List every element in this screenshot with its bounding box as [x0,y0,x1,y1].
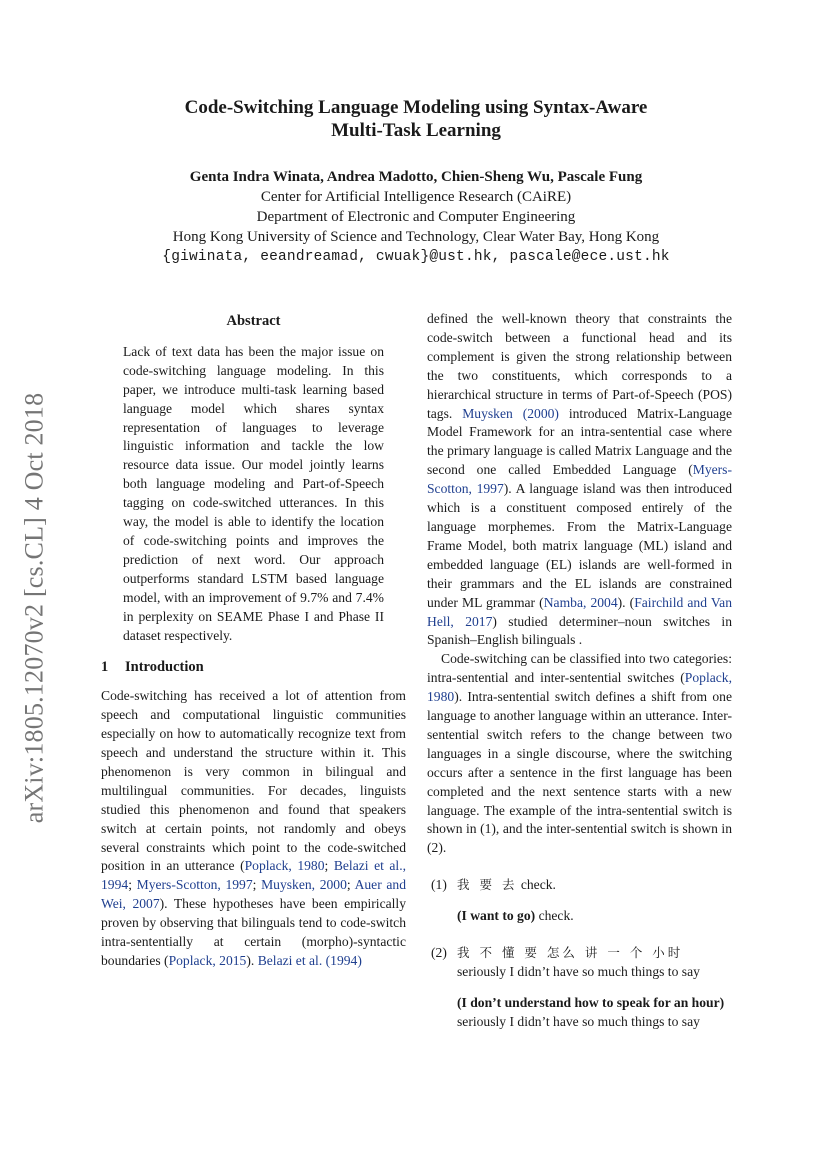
example-sentence: 我 不 懂 要 怎么 讲 一 个 小时 seriously I didn’t have so much things to say [457,945,700,979]
citation-link[interactable]: Myers-Scotton, 1997 [427,462,732,497]
example-2 [427,944,732,1032]
arxiv-sidebar [14,373,54,843]
citation-link[interactable]: Muysken (2000) [462,405,559,421]
intro-paragraph-1: Code-switching has received a lot of attention from speech and computational linguistic communities especially on how to automatically recognize text from speech and understand the structure within it. This phenomenon is very common in bilingual and multilingual communities. For decades, linguists studied this phenomenon and found that speakers switch at certain points, not randomly and obeys several constraints which point to the code-switched position in an utterance (Poplack, 1980; Belazi et al., 1994; Myers-Scotton, 1997; Muysken, 2000; Auer and Wei, 2007). These hypotheses have been empirically proven by observing that bilinguals tend to code-switch intra-sententially at certain (morpho)-syntactic boundaries (Poplack, 2015). Belazi et al. (1994) [101,688,406,968]
section-title: Introduction [125,659,204,676]
affiliation-3: Hong Kong University of Science and Technology, Clear Water Bay, Hong Kong [172,229,660,245]
citation-link[interactable]: Poplack, 1980 [427,670,732,705]
section-heading-introduction [101,658,406,677]
citation-link[interactable]: Auer and Wei, 2007 [101,877,406,912]
citation-link[interactable]: Fairchild and Van Hell, 2017 [427,594,732,629]
example-number: (1) [431,877,447,893]
abstract-body: Lack of text data has been the major issue on code-switching language modeling. In this paper, we introduce multi-task learning based language model which shares syntax representation of languages to leverage linguistic information and tackle the low resource data issue. Our model jointly learns both language modeling and Part-of-Speech tagging on code-switched utterances. In this way, the model is able to identify the location of code-switching points and improves the prediction of next word. Our approach outperforms standard LSTM based language model, with an improvement of 9.7% and 7.4% in perplexity on SEAME Phase I and Phase II dataset respectively. [123,343,384,643]
example-number: (2) [431,945,447,961]
citation-link[interactable]: Belazi et al. (1994) [257,953,362,968]
citation-link[interactable]: Namba, 2004 [543,594,618,610]
example-gloss: (I want to go) check. [457,908,574,924]
citation-link[interactable]: Muysken, 2000 [261,877,347,893]
affiliation-2: Department of Electronic and Computer Engineering [256,209,576,225]
citation-link[interactable]: Poplack, 1980 [244,858,325,874]
citation-link[interactable]: Belazi et al., 1994 [101,858,406,893]
abstract-heading: Abstract [226,313,281,329]
example-gloss: (I don’t understand how to speak for an hour) seriously I didn’t have so much things to say [457,994,725,1029]
title-line-1: Code-Switching Language Modeling using Syntax-Aware [184,97,648,118]
citation-link[interactable]: Myers-Scotton, 1997 [136,877,253,893]
author-block [100,167,732,267]
author-emails: {giwinata, eeandreamad, cwuak}@ust.hk, pascale@ece.ust.hk [162,249,670,265]
intro-paragraph-1-continued: defined the well-known theory that constraints the code-switch between a functional head and its complement is given the strong relationship between the two constituents, which corresponds to a hierarchical structure in terms of Part-of-Speech (POS) tags. Muysken (2000) introduced Matrix-Language Model Framework for an intra-sentential case where the primary language is called Matrix Language and the second one called Embedded Language (Myers-Scotton, 1997). A language island was then introduced which is a constituent composed entirely of the language morphemes. From the Matrix-Language Frame Model, both matrix language (ML) island and embedded language (EL) islands are well-formed in their grammars and the EL islands are constrained under ML grammar (Namba, 2004). (Fairchild and Van Hell, 2017) studied determiner–noun switches in Spanish–English bilinguals . [427,311,733,648]
arxiv-identifier: arXiv:1805.12070v2 [cs.CL] 4 Oct 2018 [19,392,48,824]
affiliation-1: Center for Artificial Intelligence Research (CAiRE) [260,189,572,205]
title-line-2: Multi-Task Learning [331,120,501,141]
intro-paragraph-2: Code-switching can be classified into two categories: intra-sentential and inter-sentential switches (Poplack, 1980). Intra-sentential switch defines a shift from one language to another language within an utterance. Inter-sentential switch refers to the change between two languages in a single discourse, where the switching occurs after a sentence in the first language has been completed and the next sentence starts with a new language. The example of the intra-sentential switch is shown in (1), and the inter-sentential switch is shown in (2). [427,651,732,856]
left-column [101,310,406,971]
example-sentence: 我 要 去 check. [457,877,556,893]
example-1 [427,876,732,926]
citation-link[interactable]: Poplack, 2015 [168,953,247,968]
author-names: Genta Indra Winata, Andrea Madotto, Chien-Sheng Wu, Pascale Fung [189,169,643,185]
section-number: 1 [101,659,109,676]
right-column [427,310,732,1032]
paper-title [100,96,732,142]
